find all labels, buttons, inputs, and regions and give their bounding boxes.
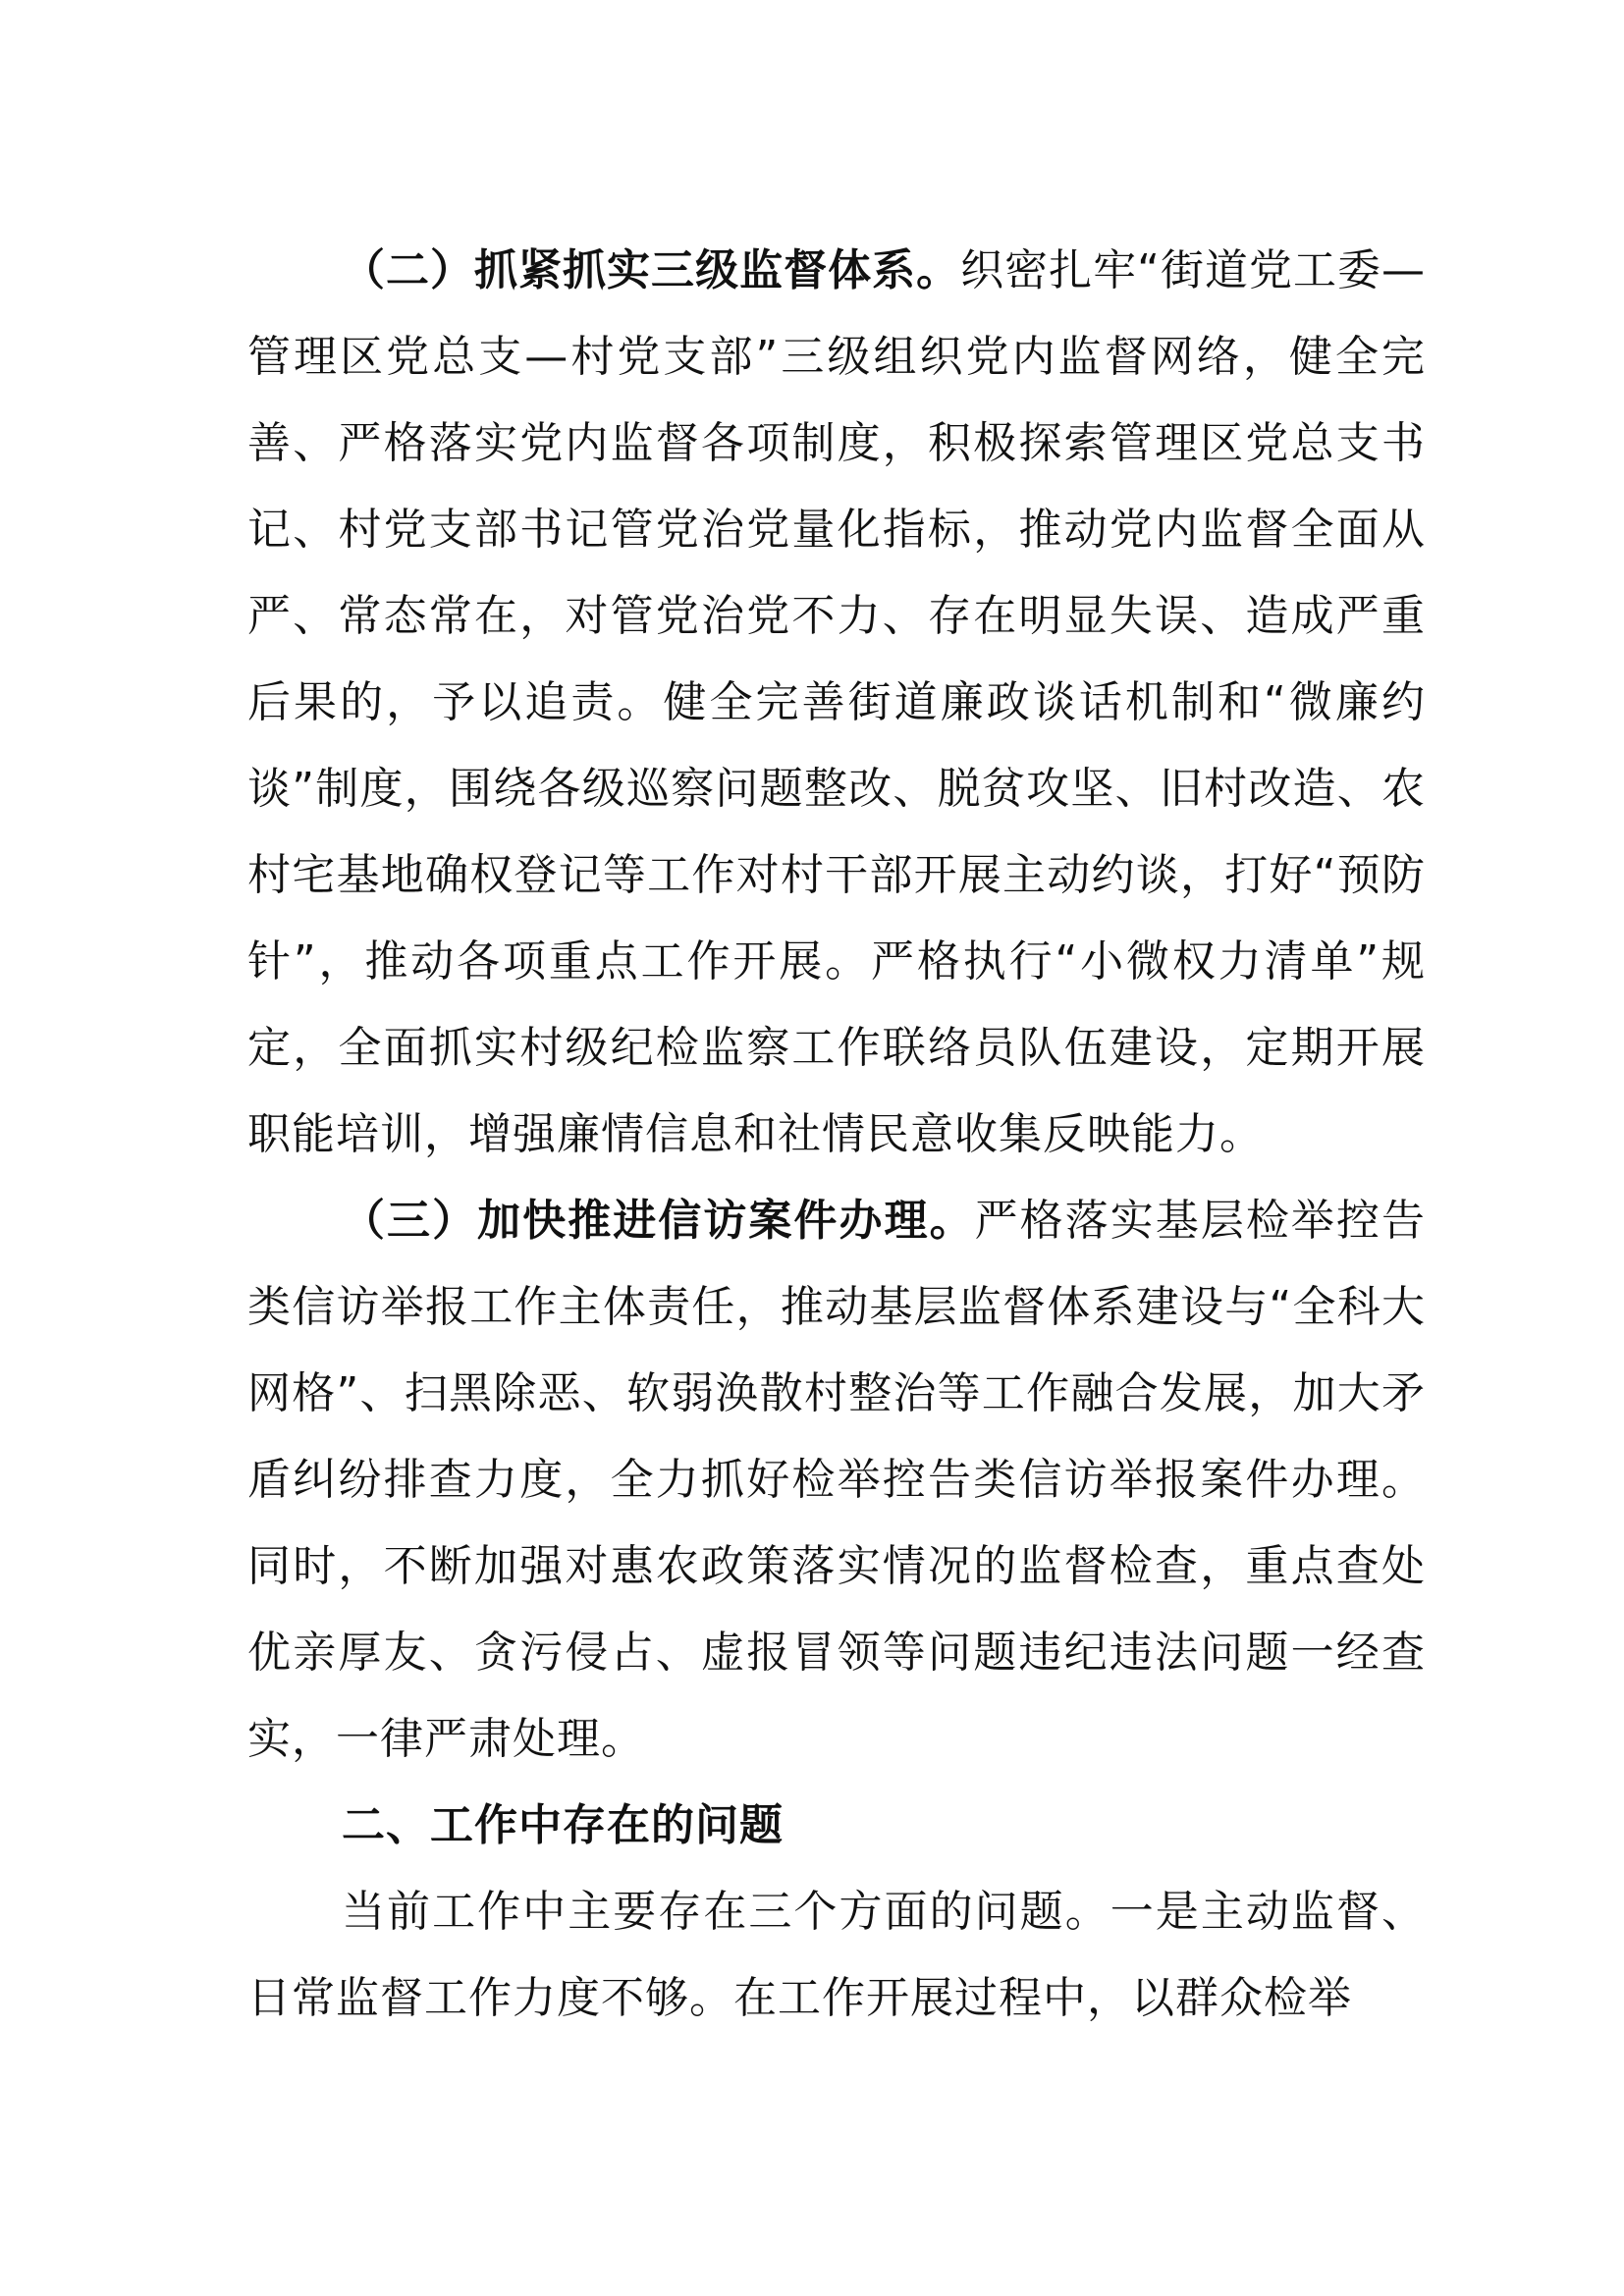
paragraph-section-3 bbox=[247, 1178, 1426, 1783]
section-2-body: 织密扎牢“街道党工委—管理区党总支—村党支部”三级组织党内监督网络，健全完善、严格落实党内监督各项制度，积极探索管理区党总支书记、村党支部书记管党治党量化指标，推动党内监督全面从严、常态常在，对管党治党不力、存在明显失误、造成严重后果的，予以追责。健全完善街道廉政谈话机制和“微廉约谈”制度，围绕各级巡察问题整改、脱贫攻坚、旧村改造、农村宅基地确权登记等工作对村干部开展主动约谈，打好“预防针”，推动各项重点工作开展。严格执行“小微权力清单”规定，全面抓实村级纪检监察工作联络员队伍建设，定期开展职能培训，增强廉情信息和社情民意收集反映能力。 bbox=[247, 245, 1427, 1159]
section-3-body: 严格落实基层检举控告类信访举报工作主体责任，推动基层监督体系建设与“全科大网格”、扫黑除恶、软弱涣散村整治等工作融合发展，加大矛盾纠纷排查力度，全力抓好检举控告类信访举报案件办理。同时，不断加强对惠农政策落实情况的监督检查，重点查处优亲厚友、贪污侵占、虚报冒领等问题违纪违法问题一经查实，一律严肃处理。 bbox=[247, 1196, 1426, 1764]
paragraph-section-2 bbox=[247, 228, 1426, 1178]
heading-problems: 二、工作中存在的问题 bbox=[342, 1800, 784, 1850]
paragraph-problems-intro: 当前工作中主要存在三个方面的问题。一是主动监督、日常监督工作力度不够。在工作开展过程中，以群众检举 bbox=[247, 1887, 1426, 2023]
section-2-lead: （二）抓紧抓实三级监督体系。 bbox=[342, 245, 961, 295]
section-3-lead: （三）加快推进信访案件办理。 bbox=[342, 1196, 975, 1246]
document-body bbox=[247, 228, 1426, 2042]
